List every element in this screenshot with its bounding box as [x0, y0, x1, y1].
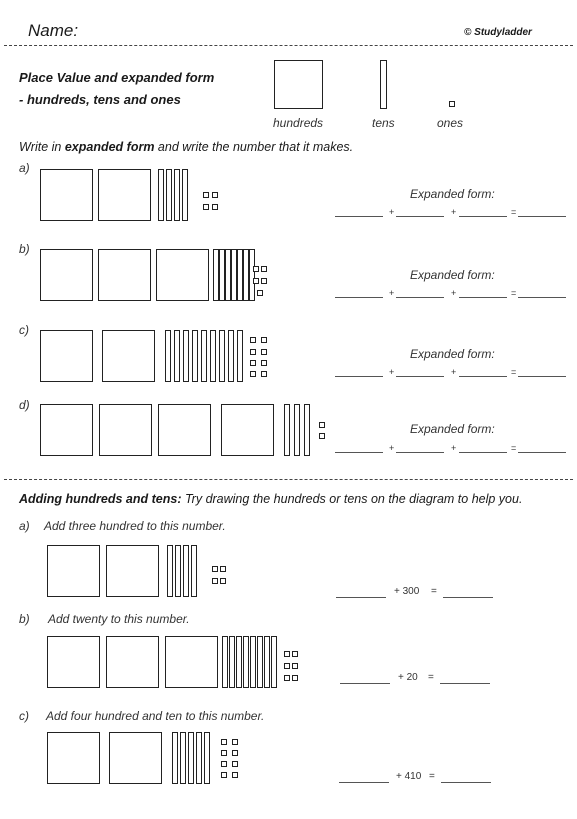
- one-cube: [261, 371, 267, 377]
- page-title: Place Value and expanded form: [19, 70, 215, 85]
- section-divider: [4, 479, 573, 480]
- ten-rod: [174, 330, 180, 382]
- legend-hundreds-label: hundreds: [273, 116, 324, 130]
- ten-rod: [175, 545, 181, 597]
- hundred-block: [47, 545, 100, 597]
- answer-blank[interactable]: [335, 452, 383, 453]
- plus-sign: +: [389, 207, 395, 217]
- ten-rod: [228, 330, 234, 382]
- one-cube: [212, 578, 218, 584]
- equals-sign: =: [511, 288, 517, 298]
- one-cube: [261, 349, 267, 355]
- operator-text: + 300: [394, 586, 420, 597]
- question-letter: c): [19, 323, 29, 337]
- hundred-block: [102, 330, 155, 382]
- one-cube: [261, 360, 267, 366]
- equals-sign: =: [511, 443, 517, 453]
- legend-hundred-block: [274, 60, 323, 109]
- ten-rod: [180, 732, 186, 784]
- answer-blank[interactable]: [335, 216, 383, 217]
- ten-rod: [243, 636, 249, 688]
- ten-rod: [183, 330, 189, 382]
- answer-blank[interactable]: [396, 216, 444, 217]
- one-cube: [232, 761, 238, 767]
- one-cube: [232, 739, 238, 745]
- question-letter: a): [19, 519, 30, 533]
- plus-sign: +: [451, 288, 457, 298]
- answer-blank[interactable]: [518, 297, 566, 298]
- expanded-form-label: Expanded form:: [410, 422, 495, 436]
- answer-blank[interactable]: [340, 683, 390, 684]
- answer-blank[interactable]: [396, 297, 444, 298]
- ten-rod: [201, 330, 207, 382]
- one-cube: [292, 675, 298, 681]
- ten-rod: [158, 169, 164, 221]
- one-cube: [292, 651, 298, 657]
- hundred-block: [40, 404, 93, 456]
- ten-rod: [192, 330, 198, 382]
- answer-blank[interactable]: [443, 597, 493, 598]
- answer-blank[interactable]: [459, 216, 507, 217]
- ten-rod: [304, 404, 310, 456]
- ten-rod: [165, 330, 171, 382]
- one-cube: [221, 750, 227, 756]
- ten-rod: [188, 732, 194, 784]
- one-cube: [212, 192, 218, 198]
- one-cube: [253, 278, 259, 284]
- equals-sign: =: [429, 771, 435, 782]
- ten-rod: [271, 636, 277, 688]
- equals-sign: =: [511, 367, 517, 377]
- section1-instruction: [19, 140, 353, 154]
- expanded-form-label: Expanded form:: [410, 268, 495, 282]
- answer-blank[interactable]: [396, 452, 444, 453]
- one-cube: [253, 266, 259, 272]
- section2-heading-bold: Adding hundreds and tens:: [19, 492, 182, 506]
- answer-blank[interactable]: [440, 683, 490, 684]
- hundred-block: [106, 636, 159, 688]
- ten-rod: [182, 169, 188, 221]
- one-cube: [232, 772, 238, 778]
- answer-blank[interactable]: [396, 376, 444, 377]
- operator-text: + 20: [398, 672, 418, 683]
- page-subtitle: - hundreds, tens and ones: [19, 92, 181, 107]
- answer-blank[interactable]: [459, 452, 507, 453]
- one-cube: [284, 651, 290, 657]
- one-cube: [212, 566, 218, 572]
- equals-sign: =: [431, 586, 437, 597]
- question-letter: a): [19, 161, 30, 175]
- ten-rod: [222, 636, 228, 688]
- question-prompt: Add four hundred and ten to this number.: [46, 709, 265, 723]
- name-label: Name:: [28, 21, 79, 40]
- answer-blank[interactable]: [335, 297, 383, 298]
- operator-text: + 410: [396, 771, 422, 782]
- hundred-block: [106, 545, 159, 597]
- ten-rod: [196, 732, 202, 784]
- ten-rod: [183, 545, 189, 597]
- question-letter: b): [19, 612, 30, 626]
- one-cube: [221, 772, 227, 778]
- answer-blank[interactable]: [459, 297, 507, 298]
- hundred-block: [156, 249, 209, 301]
- plus-sign: +: [389, 367, 395, 377]
- one-cube: [319, 433, 325, 439]
- hundred-block: [221, 404, 274, 456]
- plus-sign: +: [451, 443, 457, 453]
- ten-rod: [210, 330, 216, 382]
- one-cube: [221, 739, 227, 745]
- hundred-block: [40, 249, 93, 301]
- answer-blank[interactable]: [339, 782, 389, 783]
- expanded-form-label: Expanded form:: [410, 347, 495, 361]
- ten-rod: [204, 732, 210, 784]
- ten-rod: [236, 636, 242, 688]
- instruction-bold: expanded form: [64, 140, 155, 154]
- one-cube: [220, 578, 226, 584]
- ten-rod: [174, 169, 180, 221]
- ten-rod: [249, 249, 255, 301]
- question-letter: c): [19, 709, 29, 723]
- ten-rod: [257, 636, 263, 688]
- plus-sign: +: [451, 207, 457, 217]
- hundred-block: [99, 404, 152, 456]
- one-cube: [319, 422, 325, 428]
- hundred-block: [158, 404, 211, 456]
- equals-sign: =: [428, 672, 434, 683]
- plus-sign: +: [389, 288, 395, 298]
- hundred-block: [165, 636, 218, 688]
- ten-rod: [250, 636, 256, 688]
- hundred-block: [40, 330, 93, 382]
- one-cube: [261, 266, 267, 272]
- hundred-block: [40, 169, 93, 221]
- question-prompt: Add three hundred to this number.: [44, 519, 226, 533]
- answer-blank[interactable]: [518, 376, 566, 377]
- answer-blank[interactable]: [518, 452, 566, 453]
- section2-heading-rest: Try drawing the hundreds or tens on the diagram to help you.: [181, 492, 523, 506]
- one-cube: [250, 371, 256, 377]
- top-divider: [4, 45, 573, 46]
- answer-blank[interactable]: [518, 216, 566, 217]
- plus-sign: +: [389, 443, 395, 453]
- one-cube: [250, 337, 256, 343]
- instruction-pre: Write in: [19, 140, 65, 154]
- one-cube: [220, 566, 226, 572]
- question-letter: d): [19, 398, 30, 412]
- one-cube: [261, 278, 267, 284]
- legend-ones-label: ones: [437, 116, 464, 130]
- answer-blank[interactable]: [459, 376, 507, 377]
- ten-rod: [166, 169, 172, 221]
- ten-rod: [237, 330, 243, 382]
- question-prompt: Add twenty to this number.: [48, 612, 190, 626]
- one-cube: [232, 750, 238, 756]
- expanded-form-label: Expanded form:: [410, 187, 495, 201]
- ten-rod: [229, 636, 235, 688]
- one-cube: [261, 337, 267, 343]
- copyright-text: © Studyladder: [464, 27, 532, 38]
- one-cube: [250, 360, 256, 366]
- hundred-block: [109, 732, 162, 784]
- legend-tens-label: tens: [372, 116, 395, 130]
- legend-one-cube: [449, 101, 455, 107]
- one-cube: [257, 290, 263, 296]
- instruction-post: and write the number that it makes.: [154, 140, 354, 154]
- one-cube: [292, 663, 298, 669]
- hundred-block: [47, 732, 100, 784]
- one-cube: [284, 663, 290, 669]
- answer-blank[interactable]: [441, 782, 491, 783]
- answer-blank[interactable]: [335, 376, 383, 377]
- ten-rod: [172, 732, 178, 784]
- one-cube: [203, 192, 209, 198]
- legend-ten-rod: [380, 60, 387, 109]
- equals-sign: =: [511, 207, 517, 217]
- section2-heading: [19, 492, 522, 506]
- hundred-block: [47, 636, 100, 688]
- hundred-block: [98, 169, 151, 221]
- one-cube: [250, 349, 256, 355]
- ten-rod: [284, 404, 290, 456]
- hundred-block: [98, 249, 151, 301]
- one-cube: [203, 204, 209, 210]
- ten-rod: [294, 404, 300, 456]
- ten-rod: [219, 330, 225, 382]
- answer-blank[interactable]: [336, 597, 386, 598]
- ten-rod: [191, 545, 197, 597]
- question-letter: b): [19, 242, 30, 256]
- one-cube: [212, 204, 218, 210]
- ten-rod: [264, 636, 270, 688]
- one-cube: [221, 761, 227, 767]
- one-cube: [284, 675, 290, 681]
- ten-rod: [167, 545, 173, 597]
- plus-sign: +: [451, 367, 457, 377]
